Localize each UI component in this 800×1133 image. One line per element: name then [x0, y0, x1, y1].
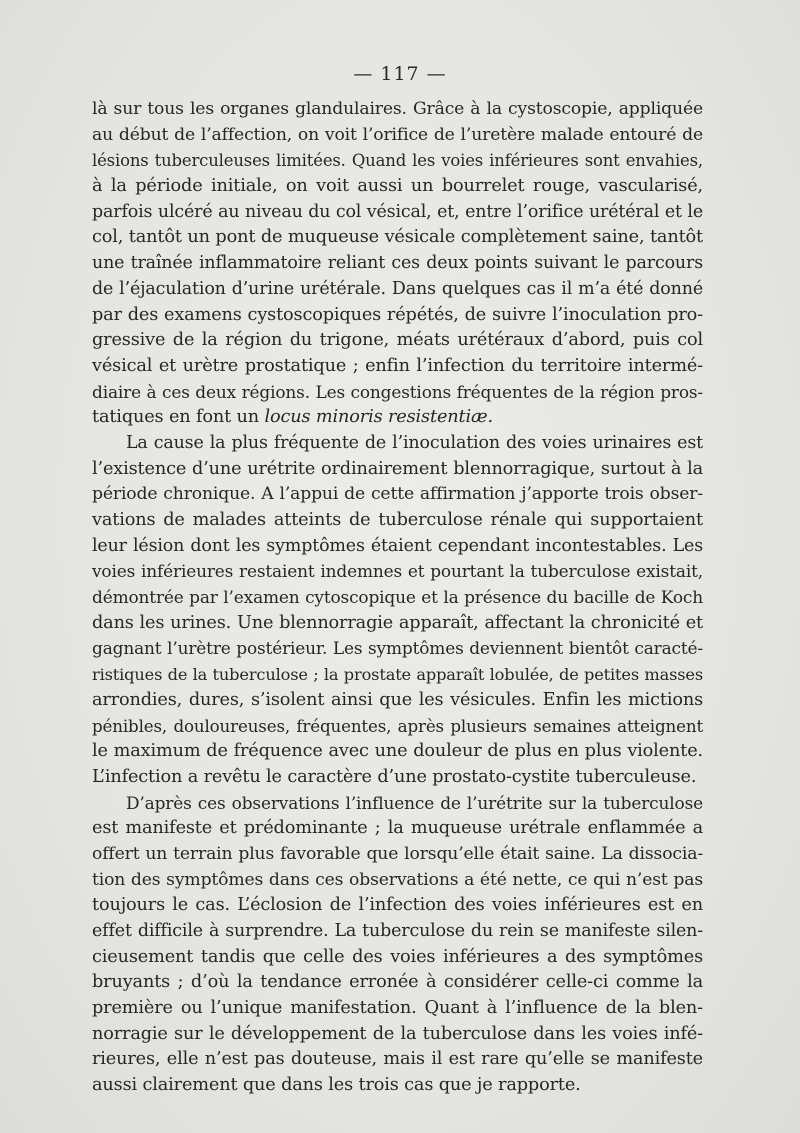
text-line: D’après ces observations l’influence de l’urétrite sur la tuberculose [126, 792, 703, 813]
text-line: toujours le cas. L’éclosion de l’infection des voies inférieures est en [92, 895, 703, 916]
text-line: offert un terrain plus favorable que lorsqu’elle était saine. La dissocia- [92, 843, 703, 864]
text-line: ristiques de la tuberculose ; la prostate apparaît lobulée, de petites masses [92, 665, 703, 685]
text-line: effet difficile à surprendre. La tuberculose du rein se manifeste silen- [92, 921, 703, 941]
text-line: période chronique. A l’appui de cette affirmation j’apporte trois obser- [92, 484, 703, 505]
text-line-prefix: tatiques en font un [92, 407, 265, 428]
text-line: diaire à ces deux régions. Les congestions fréquentes de la région pros- [92, 381, 703, 402]
text-line: norragie sur le développement de la tuberculose dans les voies infé- [92, 1023, 703, 1044]
text-line: une traînée inflammatoire reliant ces deux points suivant le parcours [92, 253, 703, 274]
text-line: gressive de la région du trigone, méats urétéraux d’abord, puis col [92, 330, 703, 351]
text-line: cieusement tandis que celle des voies inférieures a des symptômes [92, 946, 703, 967]
text-line: démontrée par l’examen cytoscopique et la présence du bacille de Koch [92, 587, 703, 608]
text-line-last: L’infection a revêtu le caractère d’une prostato-cystite tuberculeuse. [92, 766, 697, 787]
text-line: tion des symptômes dans ces observations a été nette, ce qui n’est pas [92, 869, 703, 890]
text-line: parfois ulcéré au niveau du col vésical, et, entre l’orifice urétéral et le [92, 201, 703, 222]
body-text [92, 97, 703, 1099]
text-line: lésions tuberculeuses limitées. Quand les voies inférieures sont envahies, [92, 151, 703, 171]
text-line: est manifeste et prédominante ; la muqueuse urétrale enflammée a [92, 818, 703, 839]
text-line: col, tantôt un pont de muqueuse vésicale complètement saine, tantôt [92, 227, 703, 248]
text-line: l’existence d’une urétrite ordinairement blennorragique, surtout à la [92, 458, 703, 479]
paragraph-3 [92, 791, 703, 1099]
paragraph-1 [92, 97, 703, 431]
text-line: le maximum de fréquence avec une douleur de plus en plus violente. [92, 741, 703, 762]
text-line: à la période initiale, on voit aussi un bourrelet rouge, vascularisé, [92, 176, 703, 197]
text-line: là sur tous les organes glandulaires. Grâce à la cystoscopie, appliquée [92, 99, 703, 119]
paragraph-2 [92, 431, 703, 791]
text-line: bruyants ; d’où la tendance erronée à considérer celle-ci comme la [92, 972, 703, 993]
text-line-last: aussi clairement que dans les trois cas que je rapporte. [92, 1075, 581, 1096]
text-line-last [92, 405, 703, 431]
text-line: vésical et urètre prostatique ; enfin l’infection du territoire intermé- [92, 355, 703, 376]
text-line: voies inférieures restaient indemnes et pourtant la tuberculose existait, [92, 561, 703, 582]
text-line: dans les urines. Une blennorragie apparaît, affectant la chronicité et [92, 612, 703, 633]
page-number: — 117 — [353, 63, 447, 85]
text-line: arrondies, dures, s’isolent ainsi que les vésicules. Enfin les mictions [92, 689, 703, 710]
text-line: de l’éjaculation d’urine urétérale. Dans quelques cas il m’a été donné [92, 278, 703, 299]
text-line: gagnant l’urètre postérieur. Les symptômes deviennent bientôt caracté- [92, 638, 703, 659]
italic-latin-phrase: locus minoris resistentiæ. [264, 407, 493, 428]
text-line: rieures, elle n’est pas douteuse, mais il est rare qu’elle se manifeste [92, 1049, 703, 1070]
text-line: pénibles, douloureuses, fréquentes, après plusieurs semaines atteignent [92, 715, 703, 736]
text-line: vations de malades atteints de tuberculose rénale qui supportaient [92, 510, 703, 530]
text-line: La cause la plus fréquente de l’inoculation des voies urinaires est [126, 432, 703, 453]
text-line: première ou l’unique manifestation. Quant à l’influence de la blen- [92, 998, 703, 1019]
text-line: par des examens cystoscopiques répétés, de suivre l’inoculation pro- [92, 304, 703, 325]
text-line: au début de l’affection, on voit l’orifice de l’uretère malade entouré de [92, 124, 703, 145]
text-line: leur lésion dont les symptômes étaient cependant incontestables. Les [92, 535, 703, 556]
